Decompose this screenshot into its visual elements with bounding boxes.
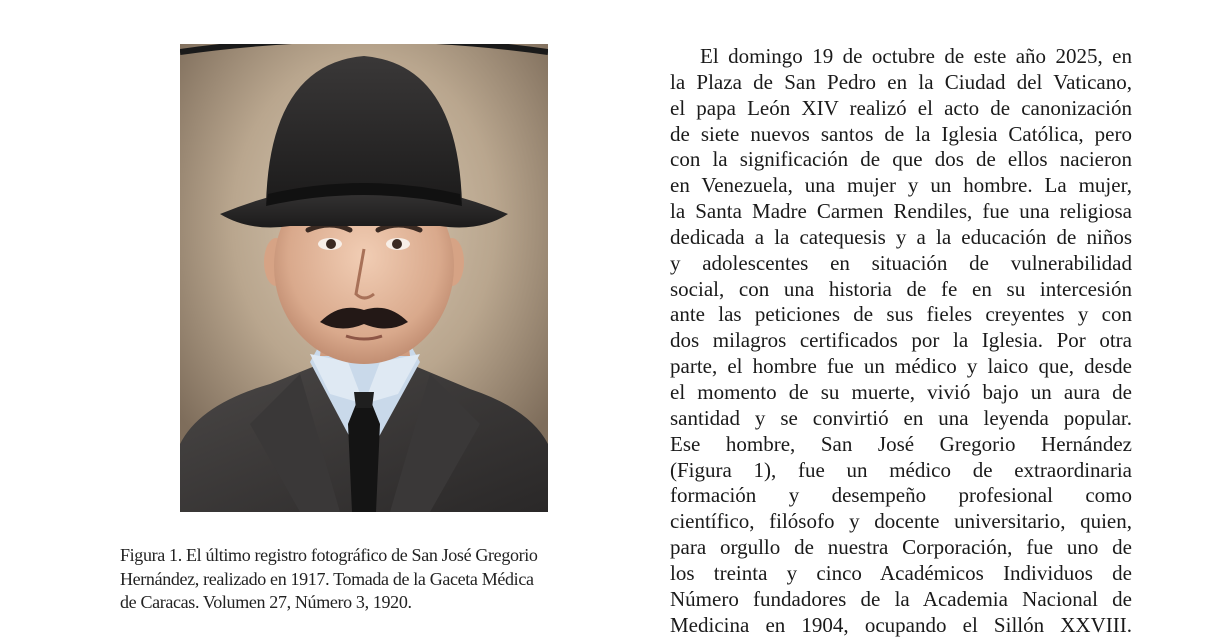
body-line: los treinta y cinco Académicos Individuos de xyxy=(670,560,1132,585)
body-line: dos milagros certificados por la Iglesia. Por otra xyxy=(670,328,1132,353)
body-line: formación y desempeño profesional como xyxy=(670,483,1132,508)
body-line: social, con una historia de fe en su intercesión xyxy=(670,276,1132,301)
body-paragraph xyxy=(670,44,1132,638)
caption-line: Figura 1. El último registro fotográfico de San José Gregorio xyxy=(120,545,538,565)
body-line: la Plaza de San Pedro en la Ciudad del Vaticano, xyxy=(670,69,1132,94)
body-line: Ese hombre, San José Gregorio Hernández xyxy=(670,431,1132,456)
body-line: en Venezuela, una mujer y un hombre. La mujer, xyxy=(670,173,1132,198)
portrait-photo xyxy=(180,44,548,512)
body-line: de siete nuevos santos de la Iglesia Católica, pero xyxy=(670,121,1132,146)
body-line: Número fundadores de la Academia Nacional de xyxy=(670,586,1132,611)
body-line: la Santa Madre Carmen Rendiles, fue una religiosa xyxy=(670,199,1132,224)
portrait-figure xyxy=(180,44,548,512)
body-line: El domingo 19 de octubre de este año 2025, en xyxy=(700,44,1132,68)
body-line: dedicada a la catequesis y a la educación de niños xyxy=(670,224,1132,249)
body-line: ante las peticiones de sus fieles creyentes y con xyxy=(670,302,1132,327)
body-line: el momento de su muerte, vivió bajo un aura de xyxy=(670,379,1132,404)
body-line: científico, filósofo y docente universitario, quien, xyxy=(670,509,1132,534)
body-line: el papa León XIV realizó el acto de canonización xyxy=(670,95,1132,120)
body-line: para orgullo de nuestra Corporación, fue uno de xyxy=(670,535,1132,560)
body-line: Medicina en 1904, ocupando el Sillón XXVIII. xyxy=(670,612,1132,637)
body-line: parte, el hombre fue un médico y laico que, desde xyxy=(670,354,1132,379)
caption-line: Hernández, realizado en 1917. Tomada de la Gaceta Médica xyxy=(120,568,534,589)
body-line: (Figura 1), fue un médico de extraordinaria xyxy=(670,457,1132,482)
caption-line: de Caracas. Volumen 27, Número 3, 1920. xyxy=(120,592,412,612)
body-line: y adolescentes en situación de vulnerabilidad xyxy=(670,250,1132,275)
body-line: santidad y se convirtió en una leyenda popular. xyxy=(670,405,1132,430)
figure-caption xyxy=(120,544,620,615)
body-line: con la significación de que dos de ellos nacieron xyxy=(670,147,1132,172)
